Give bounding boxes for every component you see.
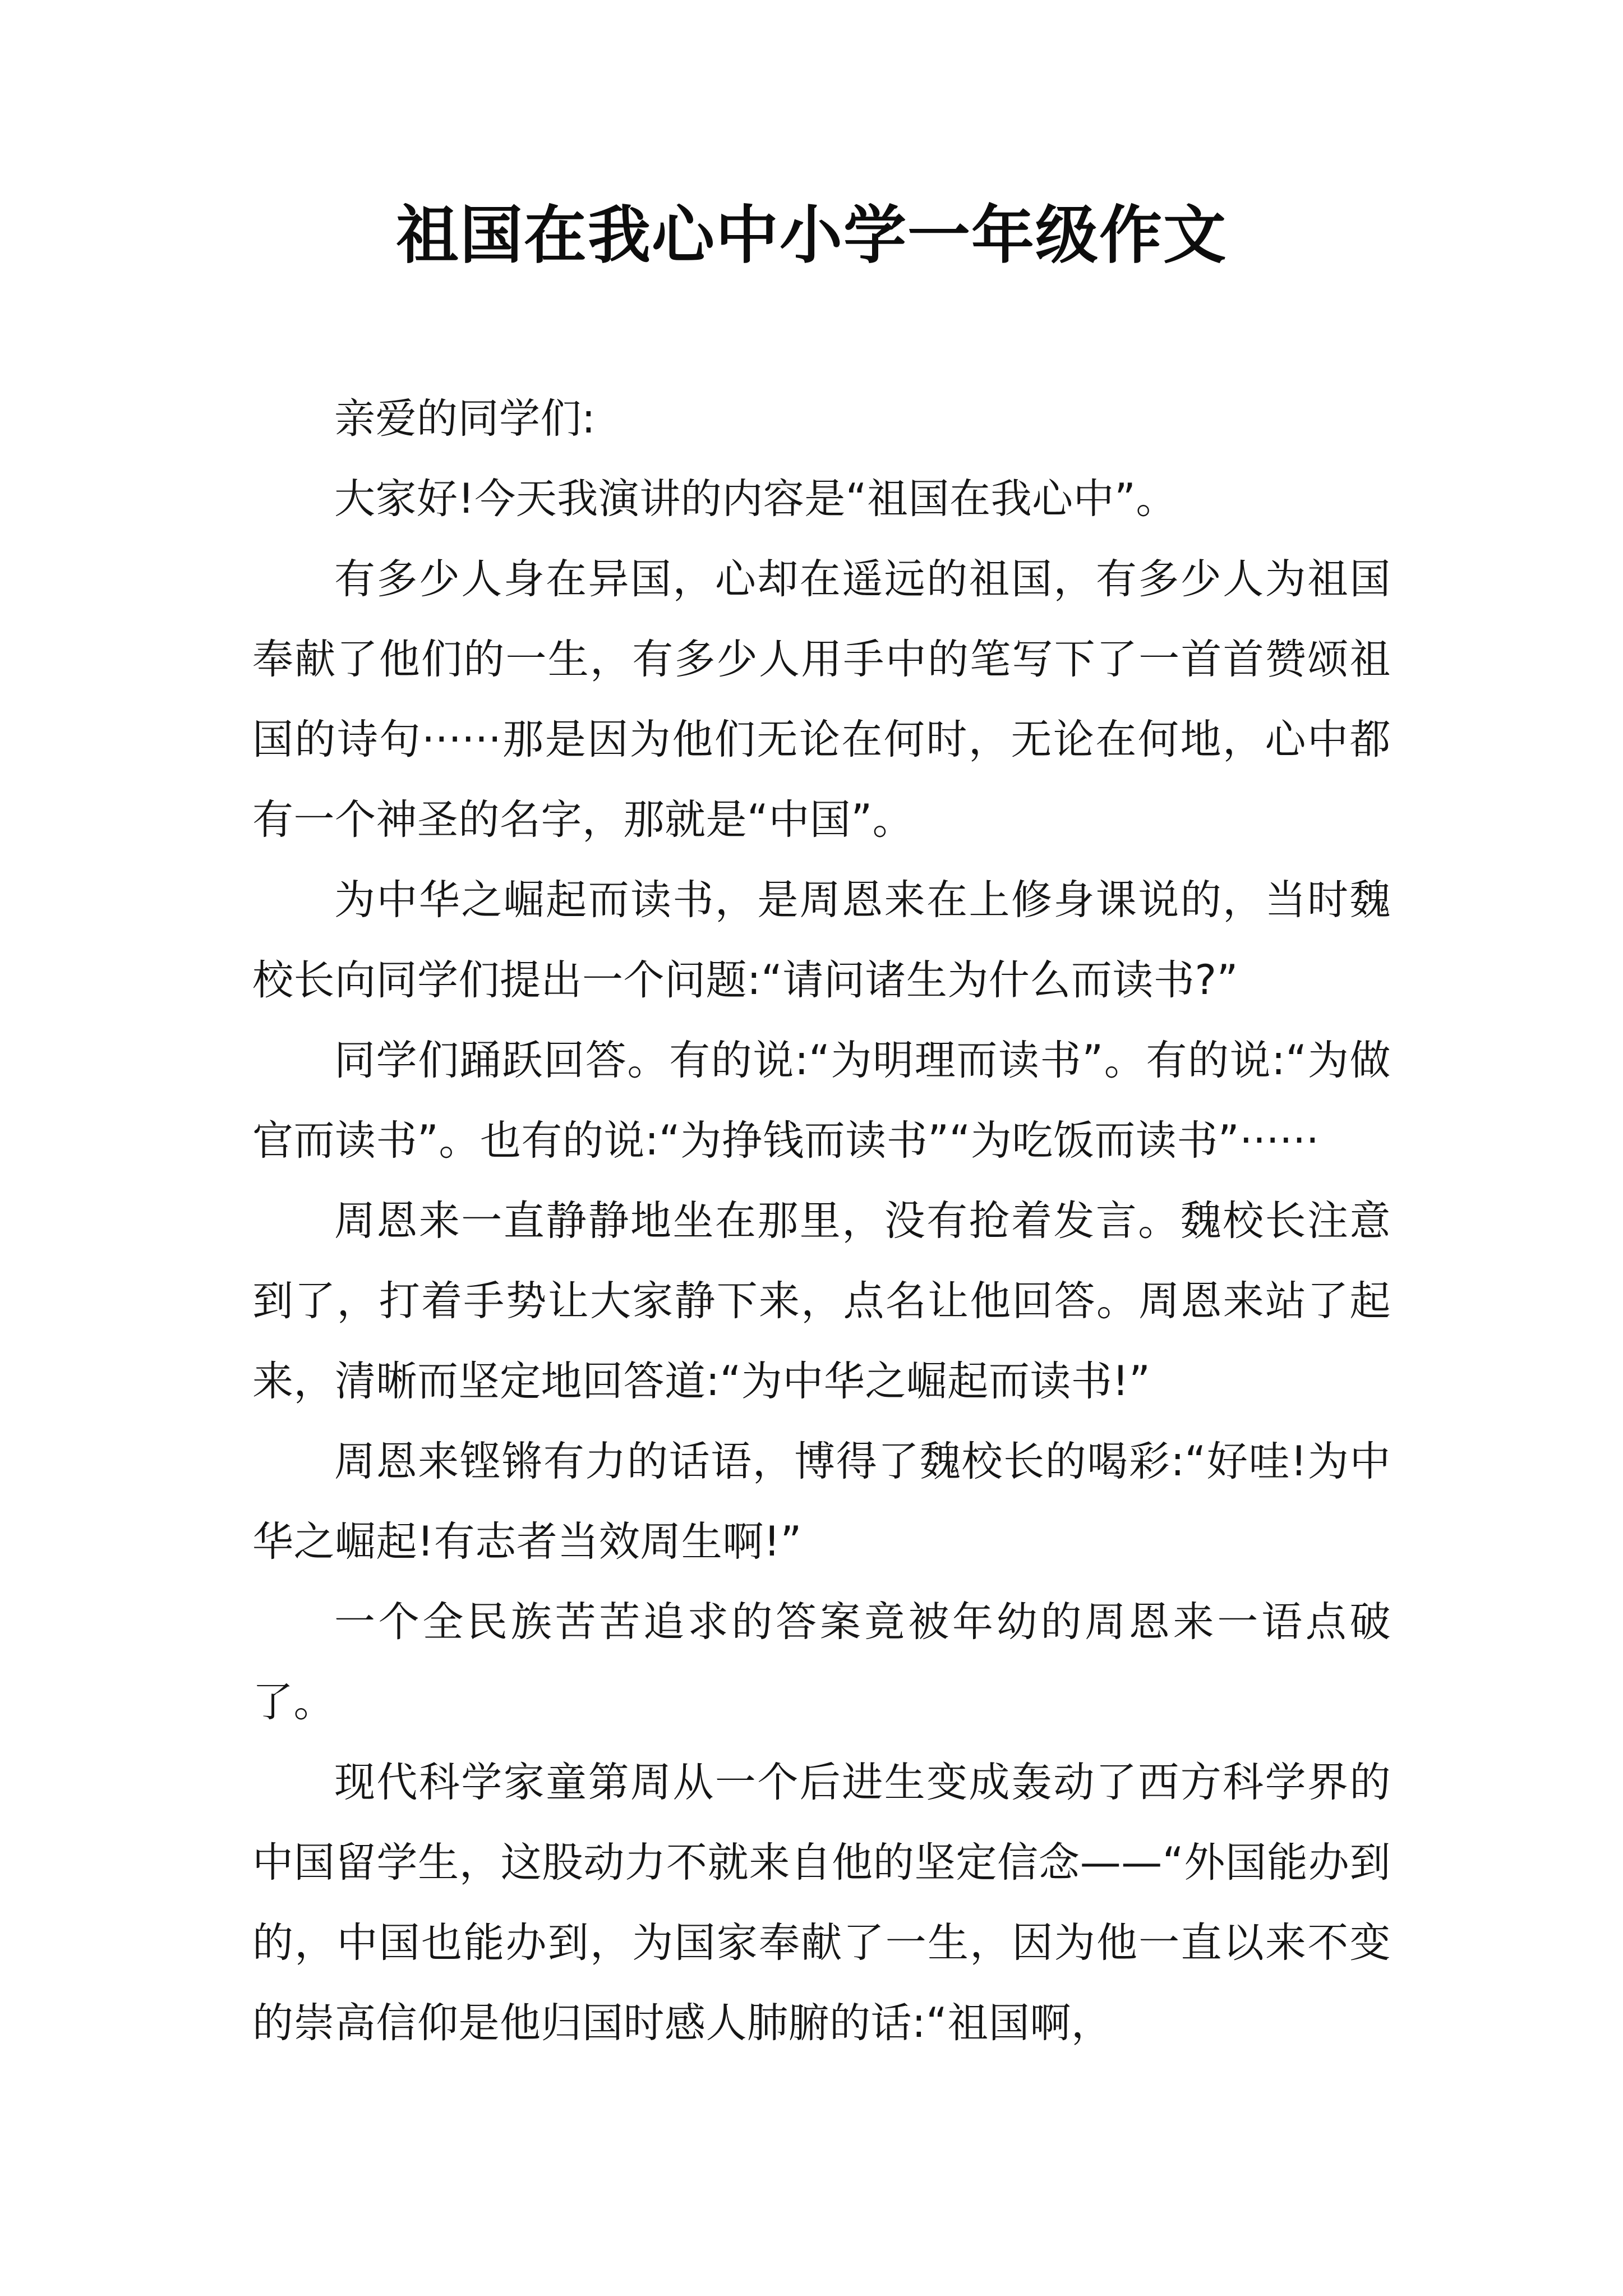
paragraph: 同学们踊跃回答。有的说:“为明理而读书”。有的说:“为做官而读书”。也有的说:“为挣钱而读书”“为吃饭而读书”······ (252, 1037, 1391, 1165)
paragraph: 亲爱的同学们: (334, 395, 596, 443)
paragraph: 现代科学家童第周从一个后进生变成轰动了西方科学界的中国留学生，这股动力不就来自他的坚定信念——“外国能办到的，中国也能办到，为国家奉献了一生，因为他一直以来不变的崇高信仰是他归国时感人肺腑的话:“祖国啊， (252, 1759, 1391, 2047)
paragraph: 周恩来铿锵有力的话语，博得了魏校长的喝彩:“好哇!为中华之崛起!有志者当效周生啊!” (252, 1438, 1391, 1566)
paragraph: 周恩来一直静静地坐在那里，没有抢着发言。魏校长注意到了，打着手势让大家静下来，点名让他回答。周恩来站了起来，清晰而坚定地回答道:“为中华之崛起而读书!” (252, 1197, 1391, 1405)
document-body (252, 379, 1391, 2063)
paragraph: 一个全民族苦苦追求的答案竟被年幼的周恩来一语点破了。 (252, 1598, 1391, 1726)
paragraph: 大家好!今天我演讲的内容是“祖国在我心中”。 (334, 475, 1177, 523)
document-title: 祖国在我心中小学一年级作文 (396, 199, 1227, 272)
paragraph: 为中华之崛起而读书，是周恩来在上修身课说的，当时魏校长向同学们提出一个问题:“请问诸生为什么而读书?” (252, 876, 1391, 1004)
paragraph: 有多少人身在异国，心却在遥远的祖国，有多少人为祖国奉献了他们的一生，有多少人用手中的笔写下了一首首赞颂祖国的诗句······那是因为他们无论在何时，无论在何地，心中都有一个神圣的名字，那就是“中国”。 (252, 555, 1391, 844)
